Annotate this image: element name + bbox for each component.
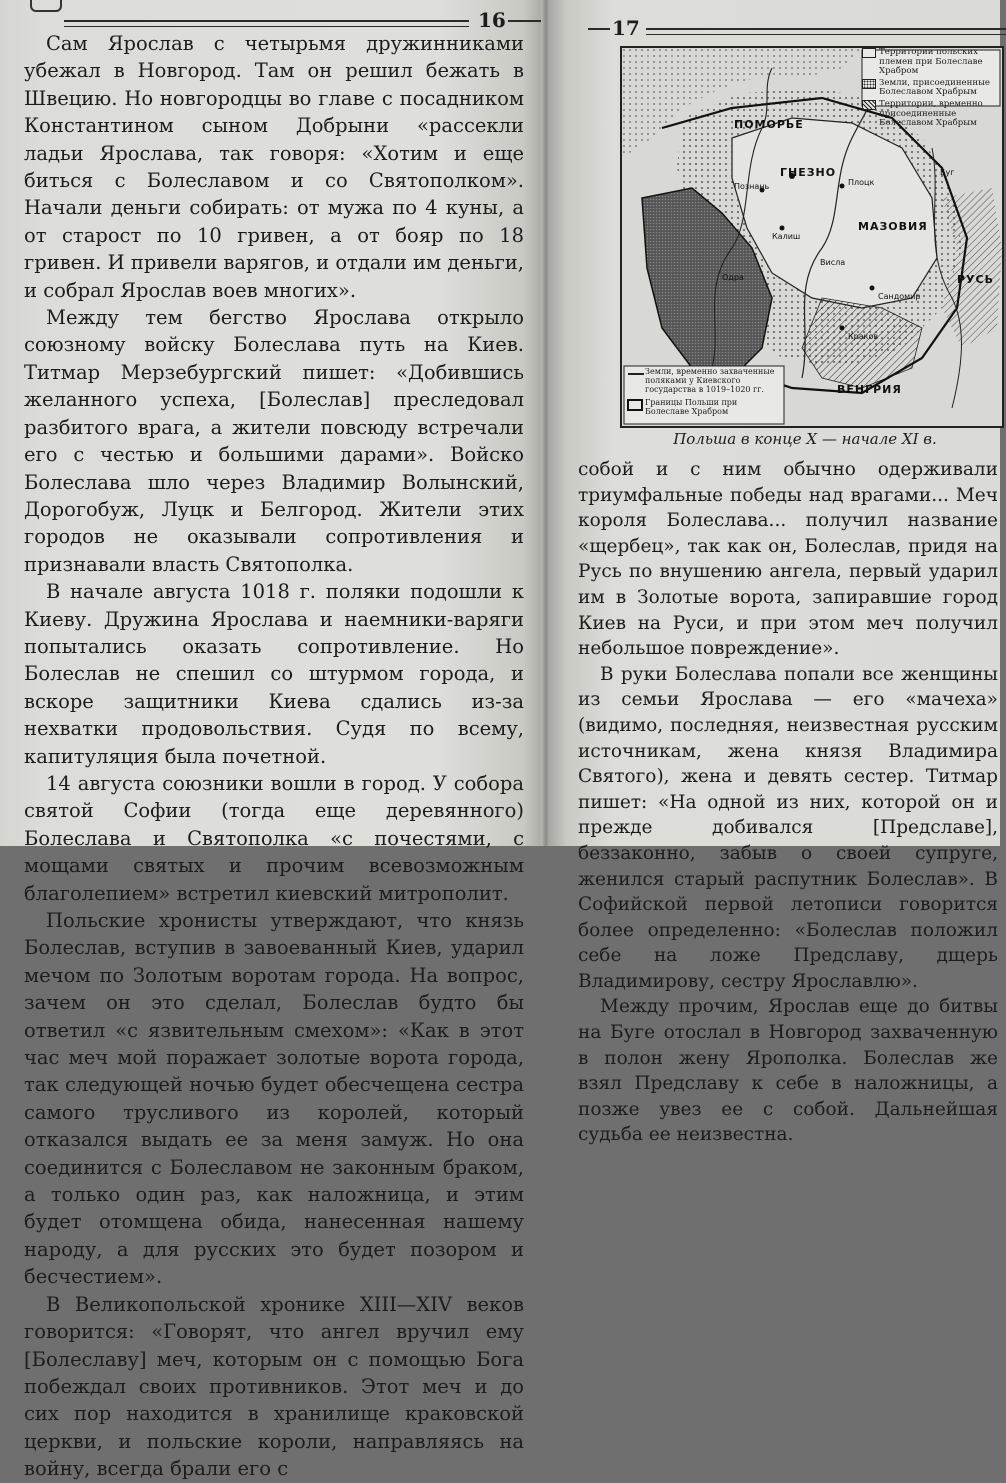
map-label-rus: РУСЬ [957, 273, 994, 286]
legend-entry [862, 100, 1002, 129]
paragraph: 14 августа союзники вошли в город. У собора святой Софии (тогда еще деревянного) Болеслава и Святополка «с почестями, с мощами святых и прочим всевозможным благолепием» встретил киевский митрополит. [24, 771, 524, 905]
map-label-mazov: МАЗОВИЯ [858, 220, 928, 233]
map-label-vengria: ВЕНГРИЯ [837, 383, 902, 396]
map-label-kalisz: Калиш [772, 232, 801, 241]
map-label-gniezno: ГНЕЗНО [780, 166, 837, 179]
legend-label: Земли, присоединенные Болеславом Храбрым [879, 77, 991, 98]
paragraph: В руки Болеслава попали все женщины из семьи Ярослава — его «мачеха» (видимо, последняя, неизвестная русским источникам, жена князя Владимира Святого), жена и девять сестер. Титмар пишет: «На одной из них, которой он и прежде добивался [Предславе], беззаконно, забыв о своей супруге, женился старый распутник Болеслав». В Софийской первой летописи говорится более определенно: «Болеслав положил себе на ложе Предславу, дщерь Владимирову, сестру Ярославлю». [578, 663, 998, 992]
header-rule-thin [646, 34, 1006, 35]
legend-bottom-entry: Земли, временно захваченные поляками у Киевского государства в 1019–1020 гг. [645, 367, 775, 394]
map-legend [862, 48, 1002, 131]
paragraph: В Великопольской хронике XIII—XIV веков говорится: «Говорят, что ангел вручил ему [Болеславу] меч, которым он с помощью Бога побеждал своих противников. Этот меч и до сих пор находится в хранилище краковской церкви, и польские короли, направляясь на войну, всегда брали его с [24, 1292, 524, 1481]
legend-swatch-dots [862, 79, 876, 89]
legend-label: Территории польских племен при Болеславе Храбром [879, 47, 983, 77]
header-rule [64, 20, 469, 22]
map-label-plock: Плоцк [848, 178, 875, 187]
map-label-odra: Одра [722, 273, 744, 282]
map-label-visla: Висла [820, 258, 846, 267]
legend-swatch-plain [862, 48, 876, 58]
map-label-poznan: Познань [734, 182, 770, 191]
paragraph: собой и с ним обычно одерживали триумфальные победы над врагами... Меч короля Болеслава... получил название «щербец», так как он, Болеслав, придя на Русь по внушению ангела, первый ударил им в Золотые ворота, запиравшие город Киев на Руси, и при этом меч получил небольшое повреждение». [578, 459, 998, 660]
legend-entry [862, 79, 1002, 98]
left-text [24, 30, 524, 1483]
header-rule-left [588, 28, 610, 30]
map-label-bug: Буг [940, 168, 955, 177]
paragraph: Между тем бегство Ярослава открыло союзному войску Болеслава путь на Киев. Титмар Мерзебургский пишет: «Добившись желанного успеха, [Болеслав] преследовал разбитого врага, а жители повсюду встречали его с честью и большими дарами». Войско Болеслава шло через Владимир Волынский, Дорогобуж, Луцк и Белгород. Жители этих городов не оказывали сопротивления и признавали власть Святополка. [24, 306, 524, 576]
legend-label: Территории, временно присоединенные Болеславом Храбрым [879, 98, 983, 129]
page-number: 16 [478, 8, 506, 32]
map-label-sandomir: Сандомир [878, 292, 921, 301]
map-label-krakow: Краков [848, 332, 879, 341]
legend-bottom-entry: Границы Польши при Болеславе Храбром [645, 398, 738, 416]
paragraph: Между прочим, Ярослав еще до битвы на Буге отослал в Новгород захваченную в полон жену Ярополка. Болеслав же взял Предславу к себе в наложницы, а позже увез ее с собой. Дальнейшая судьба ее неизвестна. [578, 996, 998, 1146]
header-rule [646, 28, 1006, 30]
right-text [578, 457, 998, 1148]
legend-swatch-hatch [862, 100, 876, 110]
paragraph: В начале августа 1018 г. поляки подошли к Киеву. Дружина Ярослава и наемники-варяги попытались оказать сопротивление. Но Болеслав не спешил со штурмом города, и вскоре защитники Киева сдались из-за нехватки продовольствия. Судя по всему, капитуляция была почетной. [24, 580, 524, 768]
map-caption: Польша в конце X — начале XI в. [673, 430, 937, 448]
legend-entry [862, 48, 1002, 77]
page-number: 17 [612, 16, 640, 40]
paragraph: Сам Ярослав с четырьмя дружинниками убежал в Новгород. Там он решил бежать в Швецию. Но новгородцы во главе с посадником Константином сыном Добрыни «рассекли ладьи Ярослава, так говоря: «Хотим и еще биться с Болеславом и со Святополком». Начали деньги собирать: от мужа по 4 куны, а от старост по 10 гривен, а от бояр по 18 гривен. И привели варягов, и отдали им деньги, и собрал Ярослав воев многих». [24, 32, 524, 302]
map-label-pomor: ПОМОРЬЕ [734, 118, 804, 131]
corner-ornament [30, 0, 62, 12]
header-rule-thin [64, 26, 469, 27]
map-legend-bottom [645, 367, 780, 416]
paragraph: Польские хронисты утверждают, что князь Болеслав, вступив в завоеванный Киев, ударил мечом по Золотым воротам города. На вопрос, зачем он это сделал, Болеслав будто бы ответил «с язвительным смехом»: «Как в этот час меч мой поражает золотые ворота города, так следующей ночью будет обесчещена сестра самого трусливого из королей, который отказался выдать ее за меня замуж. Но она соединится с Болеславом не законным браком, а только один раз, как наложница, и этим будет отомщена обида, нанесенная нашему народу, а для русских это будет позором и бесчестием». [24, 909, 524, 1289]
